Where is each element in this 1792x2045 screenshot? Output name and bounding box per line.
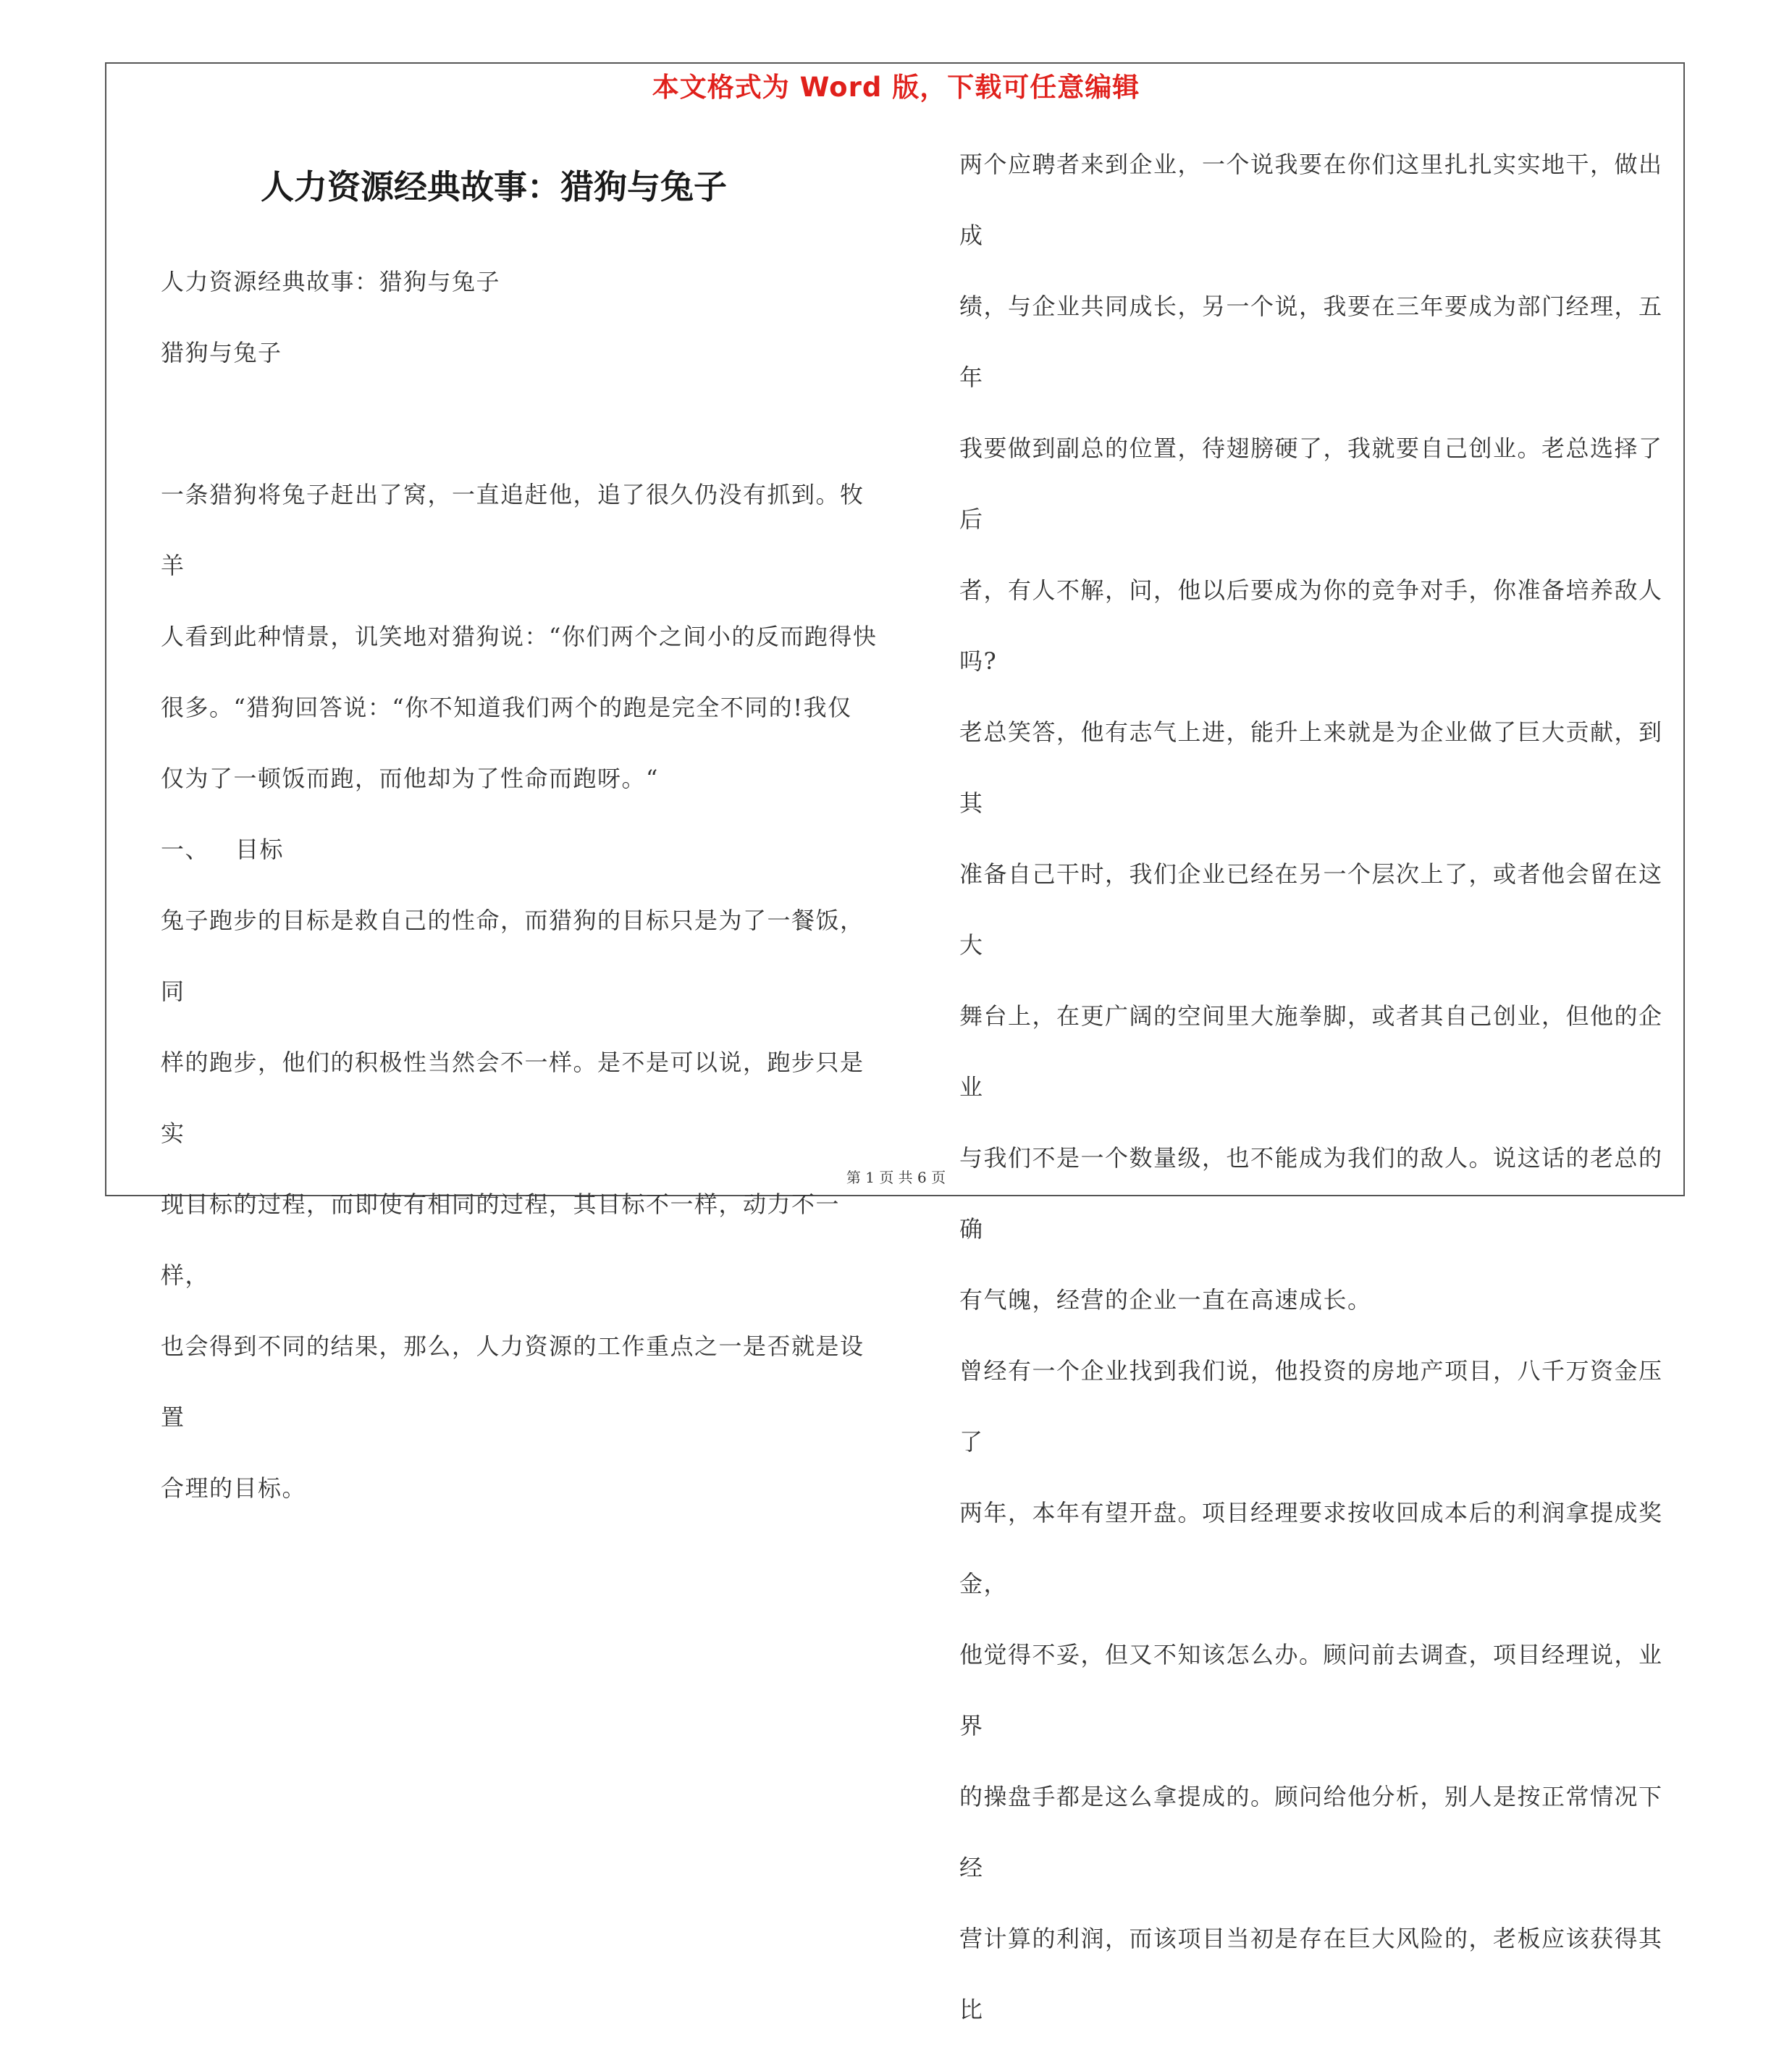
paragraph2-line: 他觉得不妥，但又不知该怎么办。顾问前去调查，项目经理说，业界 <box>959 1641 1663 1739</box>
section-line: 现目标的过程，而即使有相同的过程，其目标不一样，动力不一样， <box>161 1191 841 1289</box>
section-line: 也会得到不同的结果，那么，人力资源的工作重点之一是否就是设置 <box>161 1332 865 1431</box>
section-line: 合理的目标。 <box>161 1474 307 1502</box>
section-line: 兔子跑步的目标是救自己的性命，而猎狗的目标只是为了一餐饭，同 <box>161 907 865 1005</box>
format-banner: 本文格式为 Word 版，下载可任意编辑 <box>652 72 1140 103</box>
paragraph1-line: 老总笑答，他有志气上进，能升上来就是为企业做了巨大贡献，到其 <box>959 718 1663 817</box>
section-line: 样的跑步，他们的积极性当然会不一样。是不是可以说，跑步只是实 <box>161 1049 865 1147</box>
story-line: 一条猎狗将兔子赶出了窝，一直追赶他，追了很久仍没有抓到。牧羊 <box>161 481 865 579</box>
paragraph1-line: 准备自己干时，我们企业已经在另一个层次上了，或者他会留在这大 <box>959 860 1663 959</box>
left-column <box>161 246 885 1524</box>
paragraph1-line: 我要做到副总的位置，待翅膀硬了，我就要自己创业。老总选择了后 <box>959 434 1663 533</box>
blank-line <box>161 388 885 459</box>
paragraph1-line: 两个应聘者来到企业，一个说我要在你们这里扎扎实实地干，做出成 <box>959 151 1663 249</box>
right-column <box>959 129 1680 2045</box>
paragraph2-line: 的操盘手都是这么拿提成的。顾问给他分析，别人是按正常情况下经 <box>959 1783 1663 1881</box>
document-title: 人力资源经典故事：猎狗与兔子 <box>261 167 727 206</box>
paragraph1-line: 与我们不是一个数量级，也不能成为我们的敌人。说这话的老总的确 <box>959 1144 1663 1243</box>
subheading: 猎狗与兔子 <box>161 339 282 366</box>
paragraph1-line: 绩，与企业共同成长，另一个说，我要在三年要成为部门经理，五年 <box>959 293 1663 391</box>
story-line: 人看到此种情景，讥笑地对猎狗说：“你们两个之间小的反而跑得快 <box>161 623 878 650</box>
subtitle: 人力资源经典故事：猎狗与兔子 <box>161 268 501 295</box>
paragraph1-line: 舞台上，在更广阔的空间里大施拳脚，或者其自己创业，但他的企业 <box>959 1002 1663 1101</box>
paragraph2-line: 营计算的利润，而该项目当初是存在巨大风险的，老板应该获得其比 <box>959 1925 1663 2023</box>
page-footer: 第 1 页 共 6 页 <box>846 1169 946 1186</box>
story-line: 仅为了一顿饭而跑，而他却为了性命而跑呀。“ <box>161 765 659 792</box>
paragraph1-line: 者，有人不解，问，他以后要成为你的竞争对手，你准备培养敌人吗? <box>959 576 1663 675</box>
story-line: 很多。“猎狗回答说：“你不知道我们两个的跑是完全不同的!我仅 <box>161 694 852 721</box>
paragraph2-line: 曾经有一个企业找到我们说，他投资的房地产项目，八千万资金压了 <box>959 1357 1663 1456</box>
paragraph2-line: 两年，本年有望开盘。项目经理要求按收回成本后的利润拿提成奖金， <box>959 1499 1663 1597</box>
paragraph1-line: 有气魄，经营的企业一直在高速成长。 <box>959 1286 1372 1314</box>
section-marker: 一、 <box>161 836 210 863</box>
section-heading <box>161 814 885 885</box>
section-title: 目标 <box>235 836 285 863</box>
